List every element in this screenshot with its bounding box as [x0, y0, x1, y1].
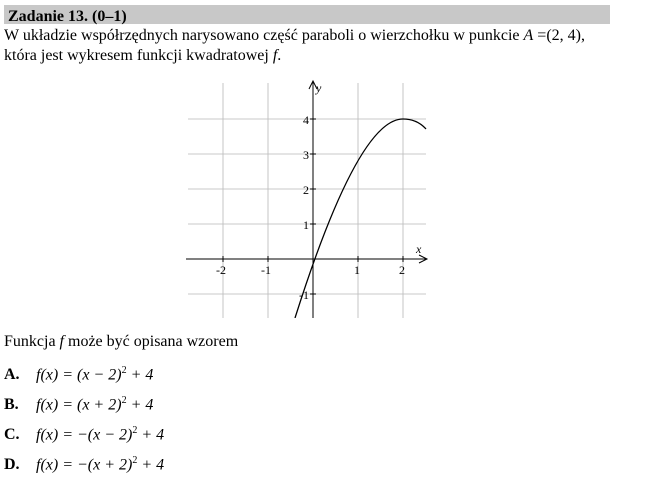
answer-option-c[interactable] — [4, 425, 164, 444]
parabola-curve — [295, 119, 426, 318]
y-tick-label: 2 — [303, 183, 309, 197]
answer-formula: $f(x) = -(x + 2)^2 + 4$ — [36, 455, 165, 474]
answer-formula: $f(x) = -(x - 2)^2 + 4$ — [36, 425, 165, 444]
x-tick-label: -1 — [261, 263, 271, 277]
answer-letter: D. — [4, 456, 20, 474]
task-title: Zadanie 13. (0–1) — [8, 8, 127, 25]
x-tick-label: -2 — [216, 263, 226, 277]
statement-period: . — [277, 47, 282, 64]
y-tick-label: 4 — [303, 113, 309, 127]
function-name: f — [272, 47, 278, 64]
answer-option-d[interactable] — [4, 455, 164, 474]
vertex-coordinates: =(2, 4) — [533, 27, 581, 44]
statement-line1: W układzie współrzędnych narysowano część paraboli o wierzchołku w punkcie — [4, 27, 524, 44]
x-tick-label: 1 — [354, 263, 360, 277]
x-axis-label: x — [416, 242, 422, 256]
answer-formula: $f(x) = (x - 2)^2 + 4$ — [36, 365, 154, 384]
parabola-graph — [183, 78, 433, 318]
x-tick-label: 2 — [399, 263, 405, 277]
prompt-text-end: może być opisana wzorem — [64, 333, 239, 350]
task-statement — [4, 26, 614, 66]
question-prompt — [4, 333, 238, 351]
y-axis-label: y — [316, 81, 322, 95]
answer-option-a[interactable] — [4, 365, 153, 384]
statement-comma: , — [580, 27, 585, 44]
answer-letter: A. — [4, 366, 20, 384]
prompt-text: Funkcja — [4, 333, 60, 350]
answer-option-b[interactable] — [4, 395, 153, 414]
statement-line2: która jest wykresem funkcji kwadratowej — [4, 47, 273, 64]
y-tick-label: -1 — [299, 288, 309, 302]
y-tick-label: 1 — [303, 218, 309, 232]
y-tick-label: 3 — [303, 148, 309, 162]
prompt-function-name: f — [59, 333, 64, 350]
task-header — [4, 5, 610, 24]
answer-letter: B. — [4, 396, 19, 414]
answer-formula: $f(x) = (x + 2)^2 + 4$ — [36, 395, 154, 414]
answer-letter: C. — [4, 426, 20, 444]
vertex-label: A — [523, 27, 534, 44]
